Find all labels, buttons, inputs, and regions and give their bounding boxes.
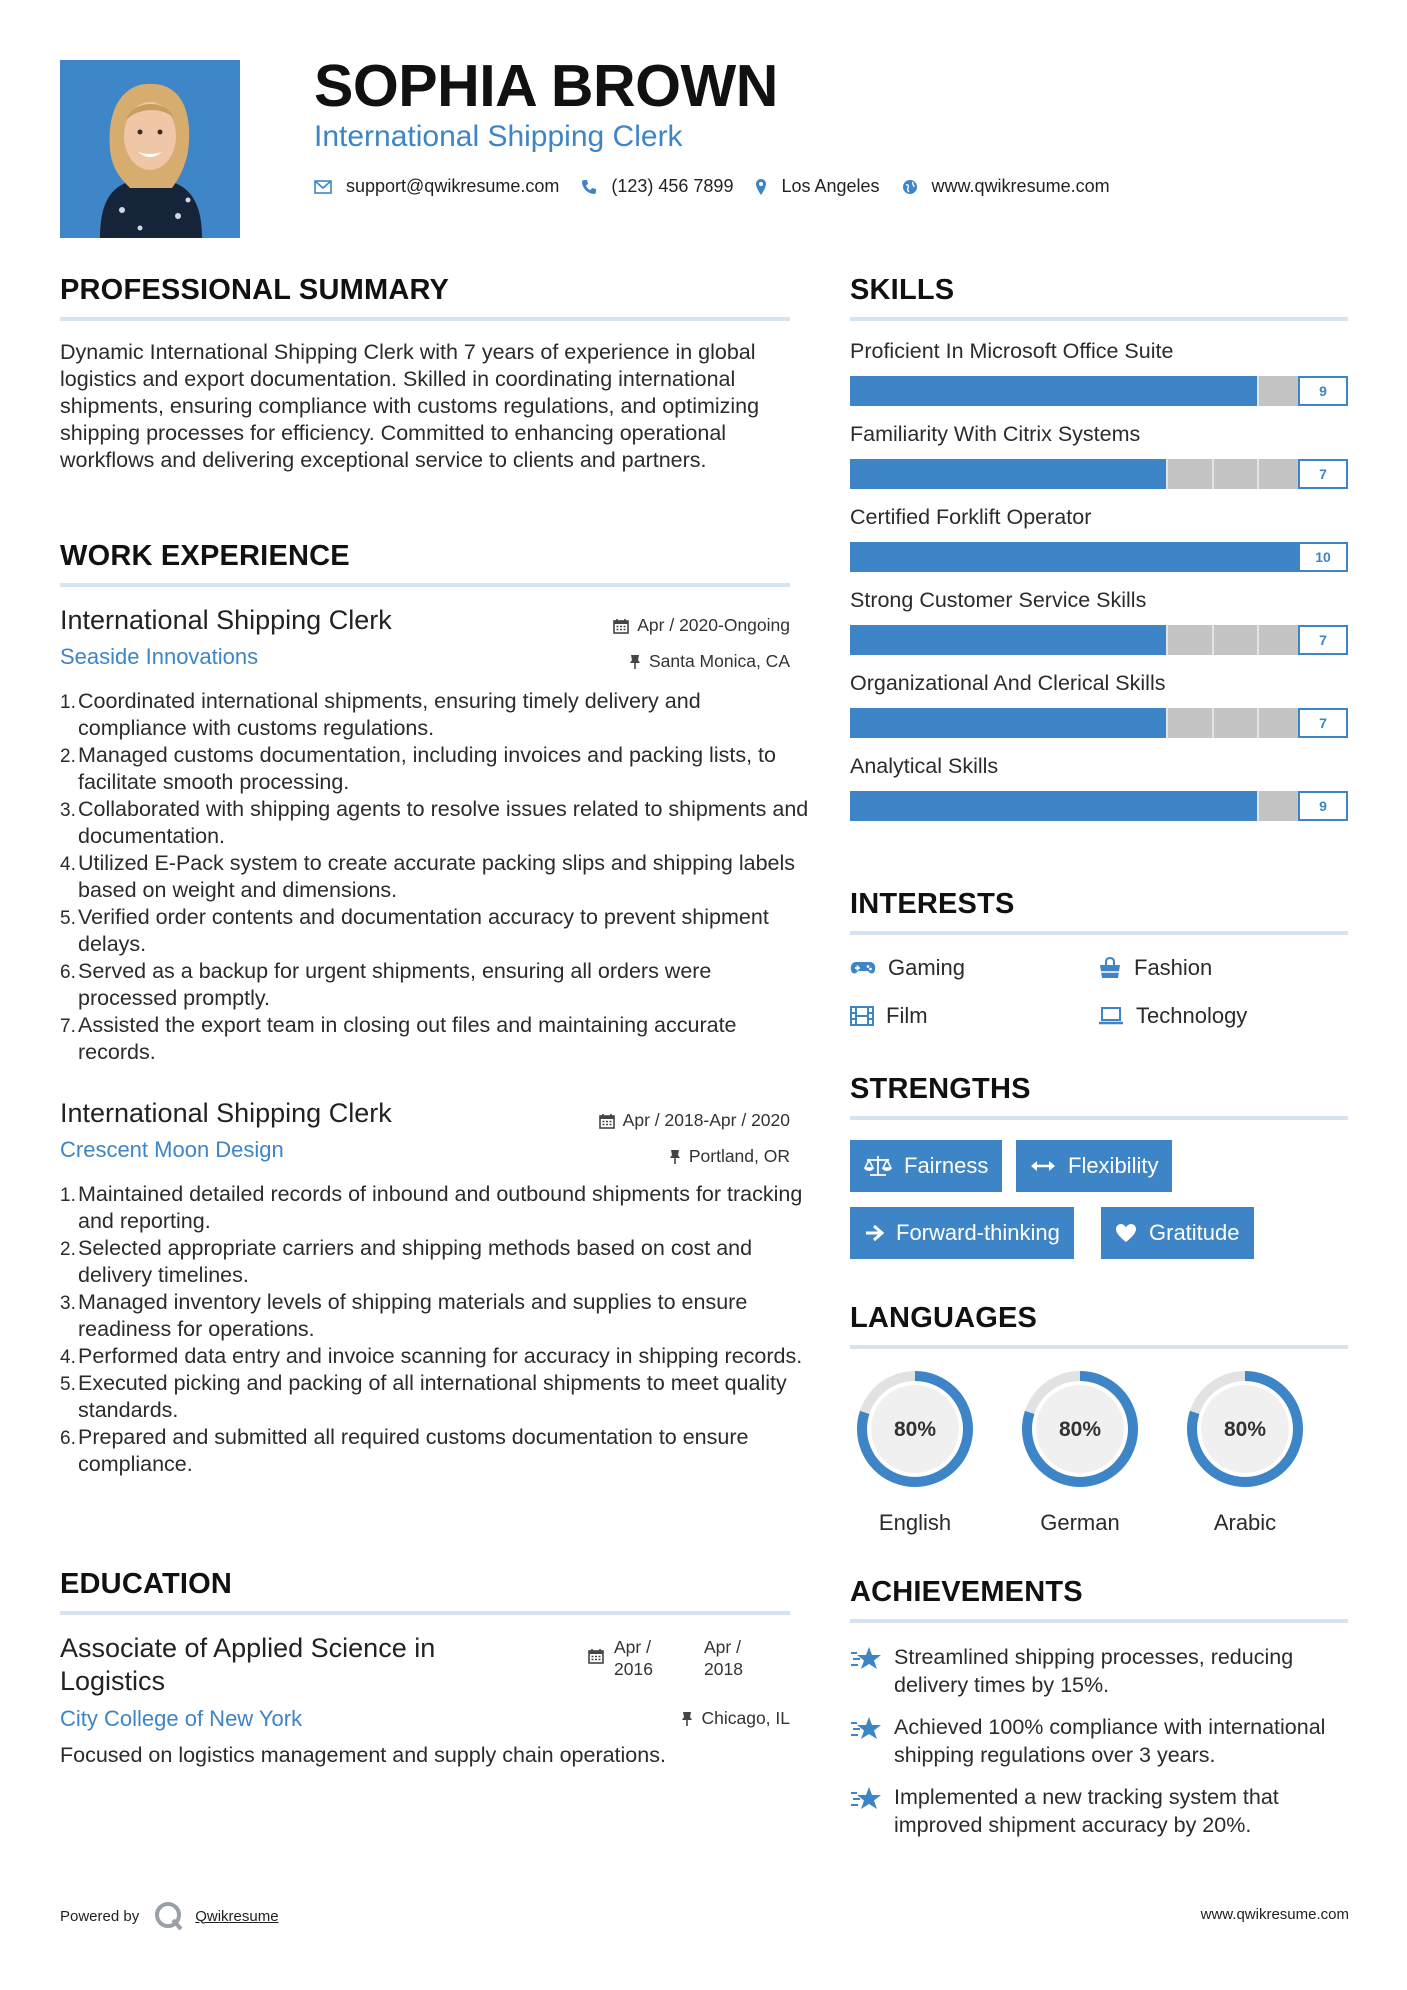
skill-bar [850, 459, 1348, 489]
duty-item: Verified order contents and documentation accuracy to prevent shipment delays. [78, 905, 769, 956]
skill-bar-fill [850, 376, 1257, 406]
achievement-item [850, 1643, 1348, 1699]
pin-icon [669, 1149, 681, 1165]
footer-url[interactable]: www.qwikresume.com [1200, 1906, 1349, 1923]
qwikresume-logo-icon [153, 1900, 185, 1932]
achievements-list [850, 1643, 1348, 1839]
experience-title: WORK EXPERIENCE [60, 540, 350, 572]
interest-label: Fashion [1134, 955, 1213, 980]
language-percent: 80% [1058, 1418, 1102, 1441]
skill-level-badge: 9 [1298, 376, 1348, 406]
skill-item [850, 505, 1348, 572]
date-line: 2018 [704, 1659, 743, 1679]
skill-bar [850, 542, 1348, 572]
skills-list [850, 339, 1348, 821]
strengths-tags [850, 1140, 1348, 1270]
heart-icon [1115, 1223, 1137, 1243]
skill-label: Familiarity With Citrix Systems [850, 422, 1141, 446]
skill-bar-fill [850, 791, 1257, 821]
job-dates-text: Apr / 2018-Apr / 2020 [622, 1110, 790, 1130]
profile-photo [60, 60, 240, 238]
skill-level-badge: 7 [1298, 708, 1348, 738]
map-marker-icon [755, 178, 767, 196]
strength-tag [850, 1207, 1074, 1259]
duty-item: Performed data entry and invoice scanning for accuracy in shipping records. [78, 1344, 803, 1368]
star-icon [850, 1785, 882, 1813]
education-end [704, 1636, 743, 1680]
skill-bar [850, 376, 1348, 406]
language-ring [1018, 1367, 1142, 1491]
skill-level-badge: 7 [1298, 625, 1348, 655]
achievements-section [850, 1576, 1348, 1839]
languages-section [850, 1302, 1348, 1537]
achievement-text: Implemented a new tracking system that improved shipment accuracy by 20%. [894, 1785, 1279, 1837]
skill-bar-segment-divider [1212, 459, 1214, 489]
brand-link[interactable]: Qwikresume [195, 1907, 279, 1925]
achievement-item [850, 1783, 1348, 1839]
languages-title: LANGUAGES [850, 1302, 1038, 1334]
degree-line: Associate of Applied Science in [60, 1633, 436, 1663]
skill-bar-segment-divider [1212, 708, 1214, 738]
duty-item: Utilized E-Pack system to create accurate packing slips and shipping labels based on weight and dimensions. [78, 851, 796, 902]
skill-bar-fill [850, 542, 1348, 572]
duty-item: Maintained detailed records of inbound and outbound shipments for tracking and reporting. [78, 1182, 803, 1233]
date-line: 2016 [614, 1659, 653, 1679]
pin-icon [681, 1711, 693, 1727]
job-dates [613, 615, 790, 636]
date-line: Apr / [704, 1637, 741, 1657]
strengths-title: STRENGTHS [850, 1073, 1031, 1105]
duty-item: Selected appropriate carriers and shipping methods based on cost and delivery timelines. [78, 1236, 753, 1287]
strength-label: Flexibility [1068, 1153, 1159, 1178]
job-location [629, 651, 790, 672]
arrow-right-icon [864, 1224, 884, 1242]
powered-by-text: Powered by [60, 1907, 140, 1925]
duty-list [60, 688, 813, 1066]
section-divider [850, 931, 1348, 935]
skill-bar-segment-divider [1166, 708, 1168, 738]
contact-phone[interactable] [581, 176, 733, 197]
star-icon [850, 1715, 882, 1743]
language-percent: 80% [1223, 1418, 1267, 1441]
calendar-icon [613, 618, 629, 634]
skill-level-badge: 10 [1298, 542, 1348, 572]
summary-section [60, 274, 790, 474]
balance-scale-icon [864, 1155, 892, 1177]
experience-section [60, 540, 790, 587]
skill-label: Proficient In Microsoft Office Suite [850, 339, 1174, 363]
duty-item: Collaborated with shipping agents to resolve issues related to shipments and documentation. [78, 797, 809, 848]
date-line: Apr / [614, 1637, 651, 1657]
skill-bar [850, 625, 1348, 655]
skill-item [850, 588, 1348, 655]
section-divider [850, 317, 1348, 321]
calendar-icon [588, 1648, 604, 1664]
job-dates-text: Apr / 2020-Ongoing [637, 615, 790, 635]
duty-list [60, 1181, 813, 1478]
strength-tag [850, 1140, 1002, 1192]
gamepad-icon [850, 960, 876, 976]
contact-location [755, 176, 879, 197]
skill-bar [850, 708, 1348, 738]
strength-tag [1016, 1140, 1172, 1192]
job-company: Crescent Moon Design [60, 1137, 284, 1162]
skill-item [850, 754, 1348, 821]
strengths-section [850, 1073, 1348, 1270]
section-divider [850, 1116, 1348, 1120]
language-percent: 80% [893, 1418, 937, 1441]
contact-email[interactable] [314, 176, 559, 197]
job-location [669, 1146, 790, 1167]
job-title: International Shipping Clerk [60, 1098, 392, 1128]
laptop-icon [1098, 1007, 1124, 1025]
skill-bar-fill [850, 708, 1166, 738]
degree-line: Logistics [60, 1666, 166, 1696]
skill-level-badge: 9 [1298, 791, 1348, 821]
education-dates [588, 1636, 743, 1680]
interests-grid [850, 945, 1348, 1045]
pin-icon [629, 654, 641, 670]
skills-title: SKILLS [850, 274, 955, 306]
phone-icon [581, 179, 597, 195]
duty-item: Prepared and submitted all required customs documentation to ensure compliance. [78, 1425, 749, 1476]
skill-item [850, 339, 1348, 406]
interest-label: Technology [1136, 1003, 1248, 1028]
section-divider [60, 583, 790, 587]
interest-item [1098, 1003, 1247, 1029]
job-company: Seaside Innovations [60, 644, 259, 669]
achievement-item [850, 1713, 1348, 1769]
education-title: EDUCATION [60, 1568, 233, 1600]
section-divider [60, 1611, 790, 1615]
duty-item: Managed inventory levels of shipping materials and supplies to ensure readiness for operations. [78, 1290, 748, 1341]
languages-list [850, 1367, 1348, 1537]
language-label: German [1040, 1510, 1120, 1535]
language-ring [853, 1367, 977, 1491]
section-divider [60, 317, 790, 321]
skill-bar-fill [850, 459, 1166, 489]
skill-bar-segment-divider [1257, 625, 1259, 655]
skill-item [850, 671, 1348, 738]
film-icon [850, 1006, 874, 1026]
achievement-text: Achieved 100% compliance with international shipping regulations over 3 years. [894, 1715, 1326, 1767]
achievements-title: ACHIEVEMENTS [850, 1576, 1083, 1608]
skill-item [850, 422, 1348, 489]
skill-label: Organizational And Clerical Skills [850, 671, 1166, 695]
duty-item: Executed picking and packing of all international shipments to meet quality standards. [78, 1371, 787, 1422]
interests-title: INTERESTS [850, 888, 1015, 920]
job-location-text: Portland, OR [688, 1146, 790, 1166]
skill-bar-segment-divider [1257, 708, 1259, 738]
duty-item: Assisted the export team in closing out files and maintaining accurate records. [78, 1013, 737, 1064]
language-label: English [878, 1510, 952, 1535]
location-text: Los Angeles [781, 176, 880, 196]
education-section [60, 1568, 790, 1615]
envelope-icon [314, 180, 332, 194]
location-text: Chicago, IL [701, 1708, 790, 1728]
email-text: support@qwikresume.com [346, 176, 560, 196]
summary-title: PROFESSIONAL SUMMARY [60, 274, 450, 306]
skill-label: Certified Forklift Operator [850, 505, 1092, 529]
arrows-horizontal-icon [1030, 1159, 1056, 1173]
achievement-text: Streamlined shipping processes, reducing delivery times by 15%. [894, 1645, 1294, 1697]
calendar-icon [599, 1113, 615, 1129]
strength-label: Fairness [904, 1153, 989, 1178]
footer-powered-by [60, 1900, 279, 1932]
skill-bar-segment-divider [1212, 625, 1214, 655]
language-item [850, 1367, 980, 1536]
contact-website[interactable] [902, 176, 1110, 197]
interest-label: Gaming [888, 955, 966, 980]
shopping-bag-icon [1098, 957, 1122, 979]
language-label: Arabic [1213, 1510, 1277, 1535]
skill-bar-segment-divider [1166, 625, 1168, 655]
education-entry [60, 1632, 790, 1782]
skill-bar-segment-divider [1257, 376, 1259, 406]
section-divider [850, 1619, 1348, 1623]
skill-level-badge: 7 [1298, 459, 1348, 489]
skill-bar-fill [850, 625, 1166, 655]
strength-label: Gratitude [1149, 1220, 1240, 1245]
job-location-text: Santa Monica, CA [648, 651, 790, 671]
skill-label: Strong Customer Service Skills [850, 588, 1147, 612]
job-entry [60, 605, 809, 1066]
strength-tag [1101, 1207, 1254, 1259]
interest-item [1098, 955, 1212, 981]
strength-label: Forward-thinking [896, 1220, 1060, 1245]
website-text: www.qwikresume.com [931, 176, 1110, 196]
duty-item: Served as a backup for urgent shipments, ensuring all orders were processed promptly. [78, 959, 712, 1010]
interest-item [850, 1003, 928, 1029]
interests-section [850, 888, 1348, 1045]
interest-label: Film [886, 1003, 928, 1028]
skills-section [850, 274, 1348, 837]
school-name: City College of New York [60, 1706, 303, 1731]
skill-label: Analytical Skills [850, 754, 999, 778]
section-divider [850, 1345, 1348, 1349]
duty-item: Coordinated international shipments, ensuring timely delivery and compliance with customs regulations. [78, 689, 701, 740]
skill-bar-segment-divider [1257, 791, 1259, 821]
contact-bar [314, 176, 1132, 197]
duty-item: Managed customs documentation, including invoices and packing lists, to facilitate smooth processing. [78, 743, 776, 794]
summary-text: Dynamic International Shipping Clerk with 7 years of experience in global logistics and export documentation. Skilled in coordinating international shipments, ensuring compliance with customs regulations, and optimizing shipping processes for efficiency. Committed to enhancing operational workflows and delivering exceptional service to clients and partners. [60, 340, 760, 472]
phone-text: (123) 456 7899 [611, 176, 734, 196]
globe-icon [902, 179, 918, 195]
skill-bar [850, 791, 1348, 821]
skill-bar-segment-divider [1257, 459, 1259, 489]
education-location [681, 1708, 790, 1729]
candidate-role: International Shipping Clerk [314, 120, 683, 153]
job-dates [599, 1110, 790, 1131]
education-start [614, 1636, 704, 1680]
interest-item [850, 955, 965, 981]
candidate-name: SOPHIA BROWN [314, 53, 778, 119]
job-title: International Shipping Clerk [60, 605, 392, 635]
job-entry [60, 1098, 803, 1478]
language-ring [1183, 1367, 1307, 1491]
language-item [1180, 1367, 1310, 1536]
language-item [1015, 1367, 1145, 1536]
star-icon [850, 1645, 882, 1673]
education-description: Focused on logistics management and supply chain operations. [60, 1743, 666, 1767]
skill-bar-segment-divider [1166, 459, 1168, 489]
